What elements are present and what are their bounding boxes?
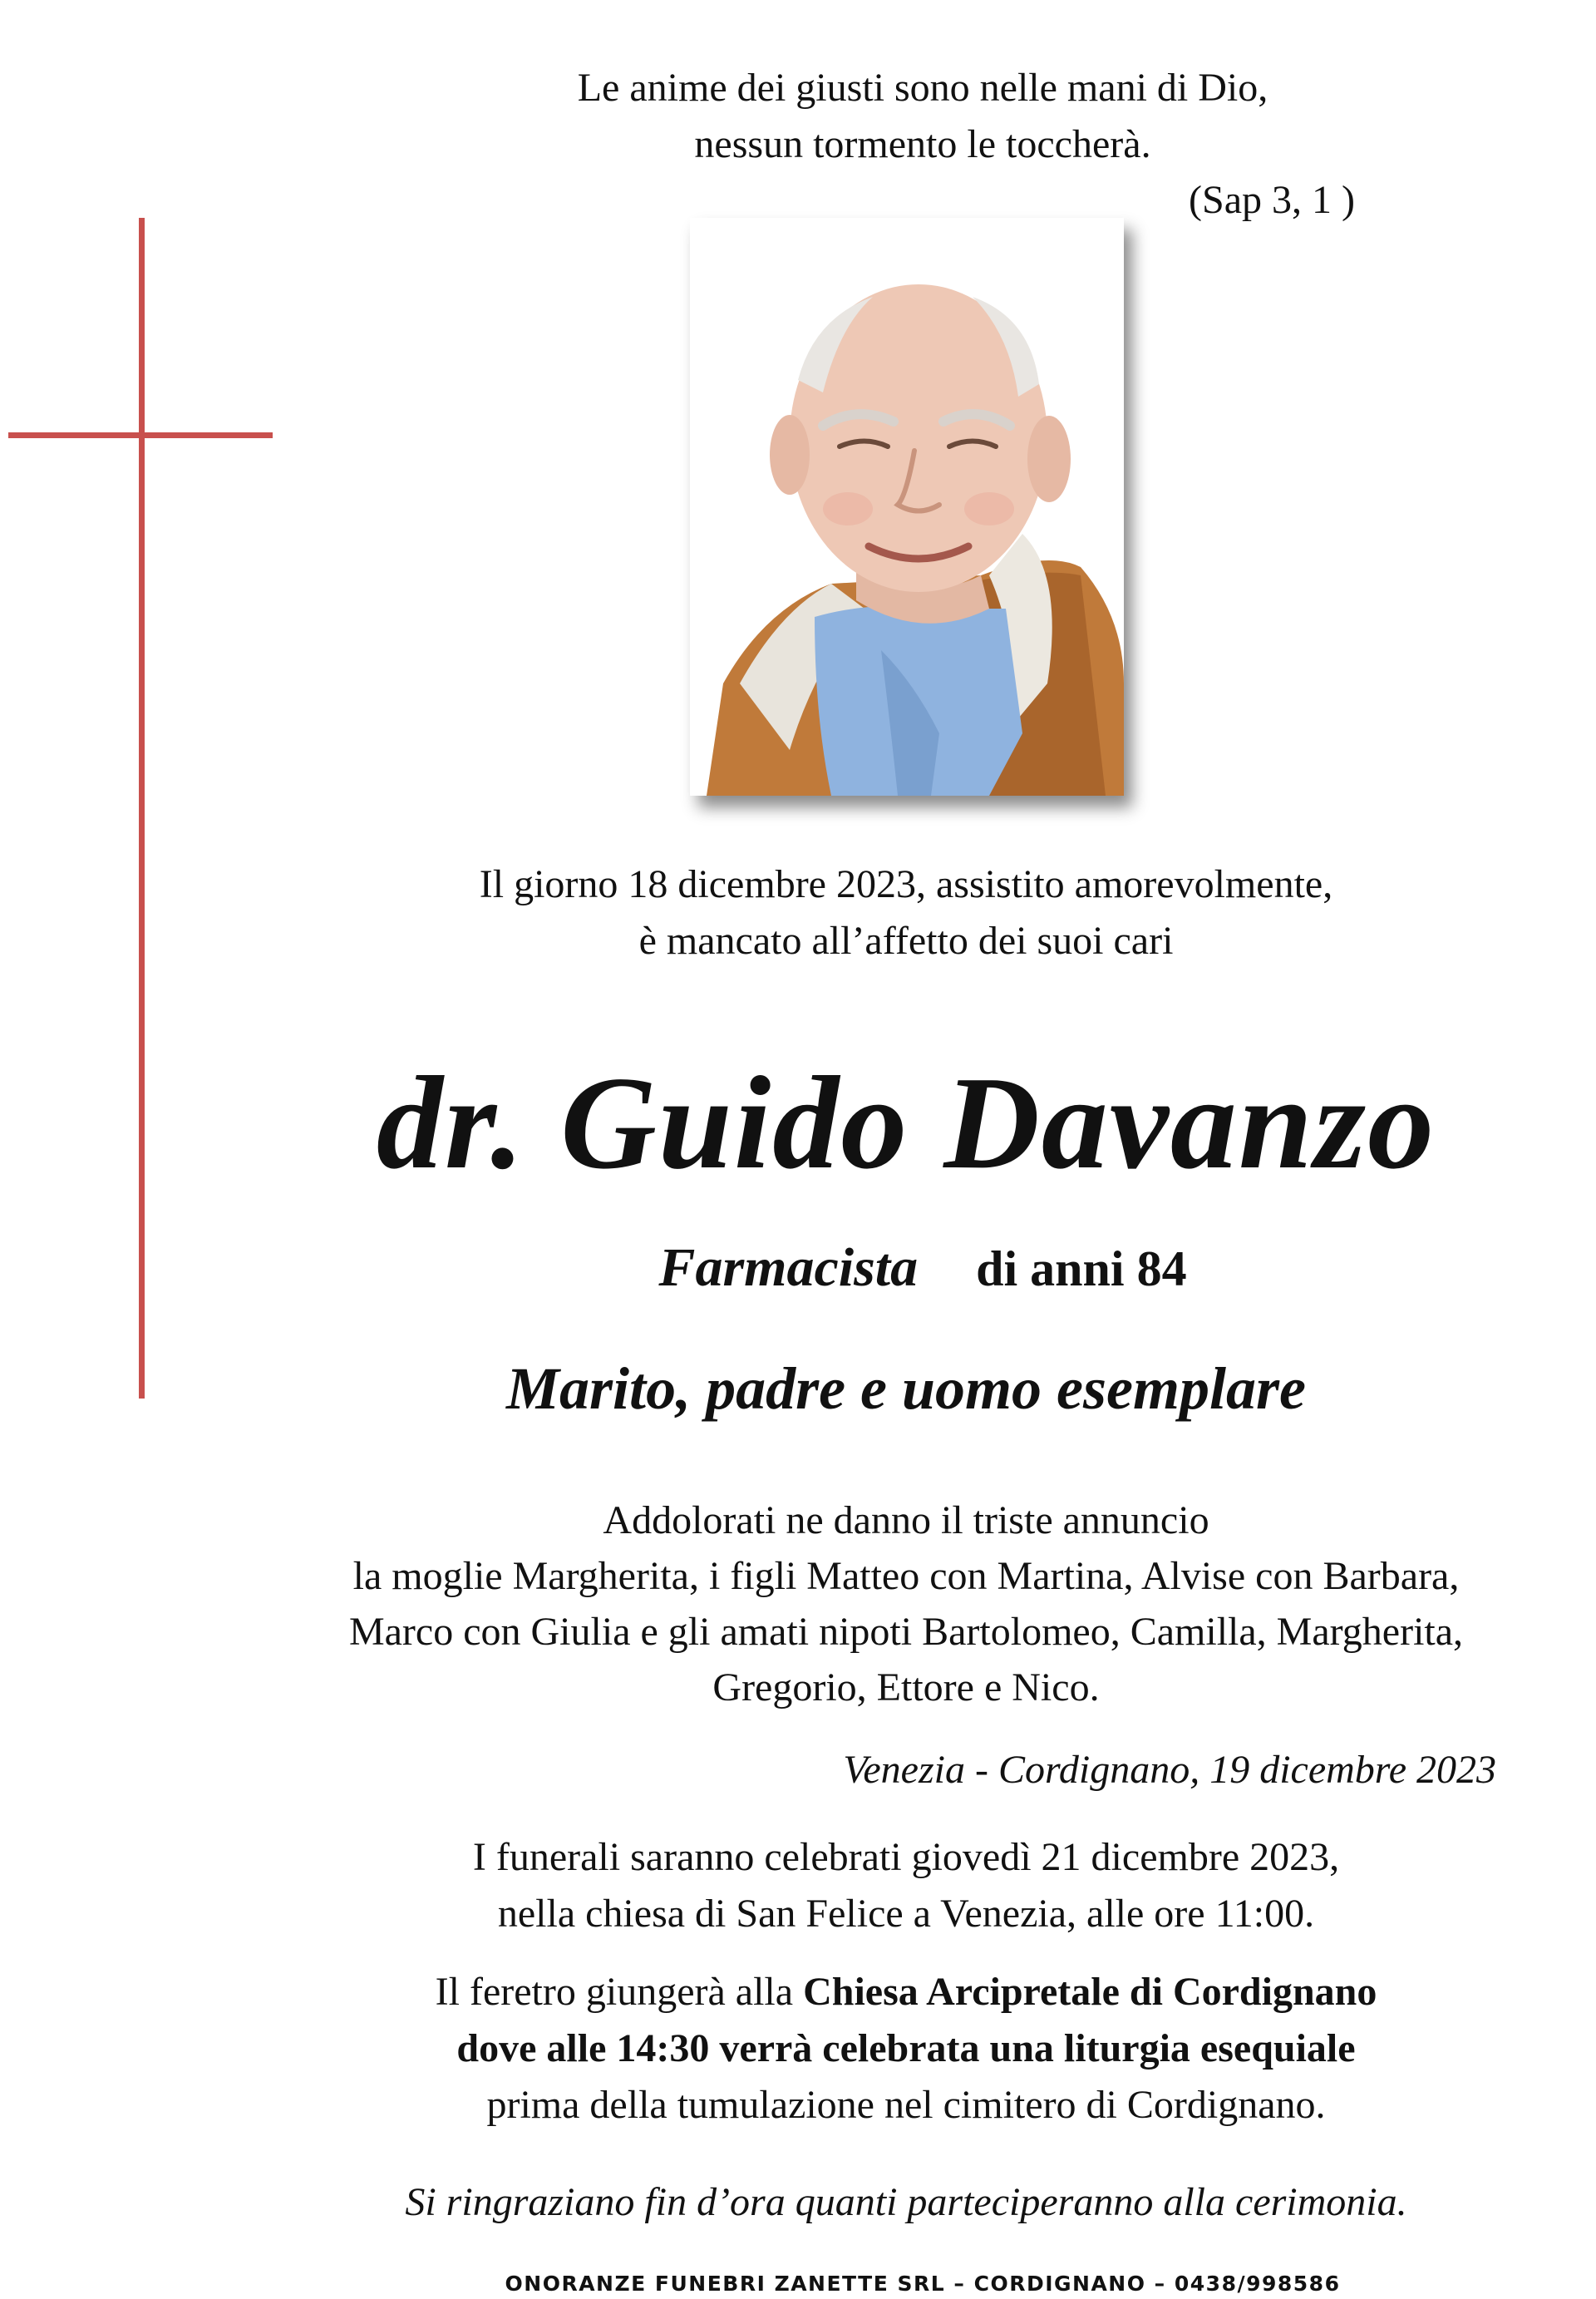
- announcement-line-2: è mancato all’affetto dei suoi cari: [638, 919, 1174, 963]
- announcement-line-1: Il giorno 18 dicembre 2023, assistito amorevolmente,: [479, 862, 1333, 906]
- quote-reference: (Sap 3, 1 ): [1189, 178, 1355, 222]
- death-announcement: [382, 856, 1430, 969]
- mourners-line-1: Addolorati ne danno il triste annuncio: [603, 1498, 1209, 1542]
- funeral-line-1: I funerali saranno celebrati giovedì 21 dicembre 2023,: [472, 1835, 1340, 1879]
- cross-horizontal-bar: [8, 432, 273, 438]
- cross-vertical-bar: [139, 218, 145, 1399]
- funeral-line-2: nella chiesa di San Felice a Venezia, alle ore 11:00.: [497, 1892, 1315, 1936]
- coffin-liturgy-time: dove alle 14:30 verrà celebrata una liturgia esequiale: [456, 2026, 1356, 2070]
- coffin-line-2: [349, 2020, 1463, 2077]
- scripture-quote: [466, 60, 1380, 173]
- mourners-line-3: Marco con Giulia e gli amati nipoti Bartolomeo, Camilla, Margherita,: [348, 1610, 1464, 1654]
- mourners-paragraph: [299, 1492, 1513, 1715]
- portrait-photo: [690, 218, 1124, 796]
- deceased-epithet: Marito, padre e uomo esemplare: [506, 1355, 1306, 1422]
- deceased-age: di anni 84: [976, 1241, 1187, 1296]
- mourners-line-2: la moglie Margherita, i figli Matteo con Martina, Alvise con Barbara,: [352, 1554, 1460, 1598]
- coffin-line-3: prima della tumulazione nel cimitero di Cordignano.: [486, 2083, 1326, 2127]
- coffin-details: [349, 1964, 1463, 2134]
- coffin-line-1: [349, 1964, 1463, 2020]
- quote-line-1: Le anime dei giusti sono nelle mani di Dio,: [577, 66, 1268, 110]
- mourners-line-4: Gregorio, Ettore e Nico.: [712, 1665, 1100, 1709]
- coffin-line-1-prefix: Il feretro giungerà alla: [435, 1970, 804, 2014]
- coffin-church-name: Chiesa Arcipretale di Cordignano: [803, 1970, 1377, 2014]
- deceased-profession: Farmacista: [658, 1237, 919, 1298]
- funeral-details: [382, 1829, 1430, 1942]
- deceased-name: dr. Guido Davanzo: [376, 1048, 1436, 1196]
- funeral-home-footer: ONORANZE FUNEBRI ZANETTE SRL – CORDIGNANO – 0438/998586: [505, 2272, 1341, 2296]
- thanks-note: Si ringraziano fin d’ora quanti parteciperanno alla cerimonia.: [405, 2180, 1407, 2224]
- portrait-illustration: [690, 218, 1124, 796]
- profession-age-row: [466, 1231, 1380, 1306]
- quote-line-2: nessun tormento le toccherà.: [694, 122, 1151, 166]
- place-and-date: Venezia - Cordignano, 19 dicembre 2023: [843, 1748, 1496, 1792]
